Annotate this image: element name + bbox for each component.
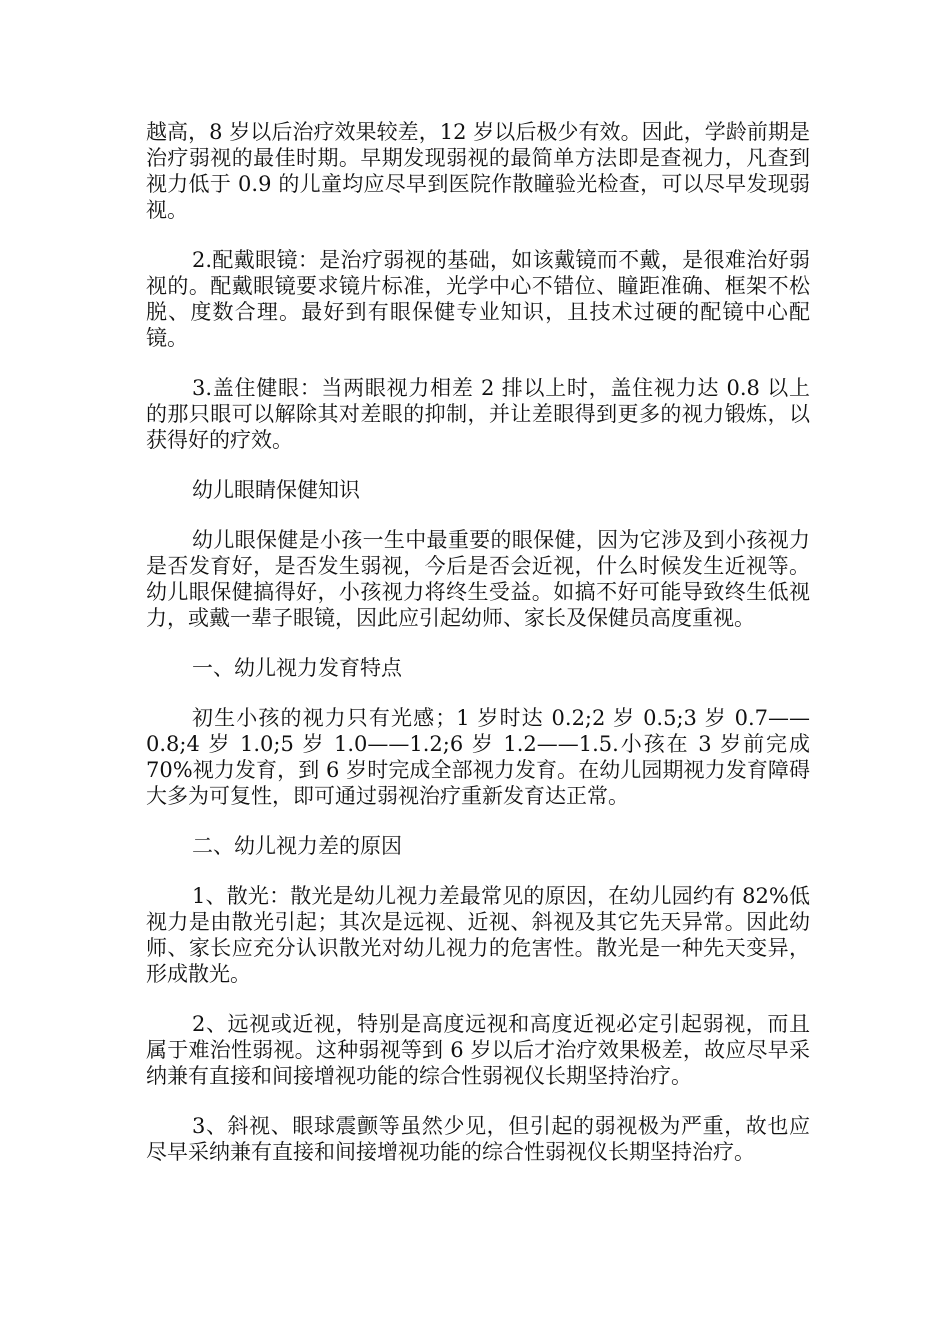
paragraph-eye-care-intro: 幼儿眼保健是小孩一生中最重要的眼保健，因为它涉及到小孩视力是否发育好，是否发生弱视，今后是否会近视，什么时候发生近视等。幼儿眼保健搞得好，小孩视力将终生受益。如搞不好可能导致终生低视力，或戴一辈子眼镜，因此应引起幼师、家长及保健员高度重视。 — [146, 528, 810, 630]
document-body — [146, 119, 810, 1189]
paragraph-hyperopia-myopia: 2、远视或近视，特别是高度远视和高度近视必定引起弱视，而且属于难治性弱视。这种弱视等到 6 岁以后才治疗效果极差，故应尽早采纳兼有直接和间接增视功能的综合性弱视仪长期坚持治疗。 — [146, 1012, 810, 1088]
paragraph-strabismus: 3、斜视、眼球震颤等虽然少见，但引起的弱视极为严重，故也应尽早采纳兼有直接和间接增视功能的综合性弱视仪长期坚持治疗。 — [146, 1114, 810, 1164]
section-heading-eye-care: 幼儿眼睛保健知识 — [192, 478, 360, 502]
paragraph-wear-glasses: 2.配戴眼镜：是治疗弱视的基础，如该戴镜而不戴，是很难治好弱视的。配戴眼镜要求镜片标准，光学中心不错位、瞳距准确、框架不松脱、度数合理。最好到有眼保健专业知识，且技术过硬的配镜中心配镜。 — [146, 248, 810, 350]
paragraph-continuation: 越高，8 岁以后治疗效果较差，12 岁以后极少有效。因此，学龄前期是治疗弱视的最佳时期。早期发现弱视的最简单方法即是查视力，凡查到视力低于 0.9 的儿童均应尽早到医院作散瞳验光检查，可以尽早发现弱视。 — [146, 120, 810, 222]
paragraph-cover-good-eye: 3.盖住健眼：当两眼视力相差 2 排以上时，盖住视力达 0.8 以上的那只眼可以解除其对差眼的抑制，并让差眼得到更多的视力锻炼，以获得好的疗效。 — [146, 376, 810, 452]
section-heading-vision-development: 一、幼儿视力发育特点 — [192, 656, 402, 680]
section-heading-poor-vision-causes: 二、幼儿视力差的原因 — [192, 834, 402, 858]
paragraph-vision-development: 初生小孩的视力只有光感；1 岁时达 0.2;2 岁 0.5;3 岁 0.7——0.8;4 岁 1.0;5 岁 1.0——1.2;6 岁 1.2——1.5.小孩在 3 岁前完成 70%视力发育，到 6 岁时完成全部视力发育。在幼儿园期视力发育障碍大多为可复性，即可通过弱视治疗重新发育达正常。 — [146, 706, 810, 808]
paragraph-astigmatism: 1、散光：散光是幼儿视力差最常见的原因，在幼儿园约有 82%低视力是由散光引起；其次是远视、近视、斜视及其它先天异常。因此幼师、家长应充分认识散光对幼儿视力的危害性。散光是一种先天变异，形成散光。 — [146, 884, 810, 986]
